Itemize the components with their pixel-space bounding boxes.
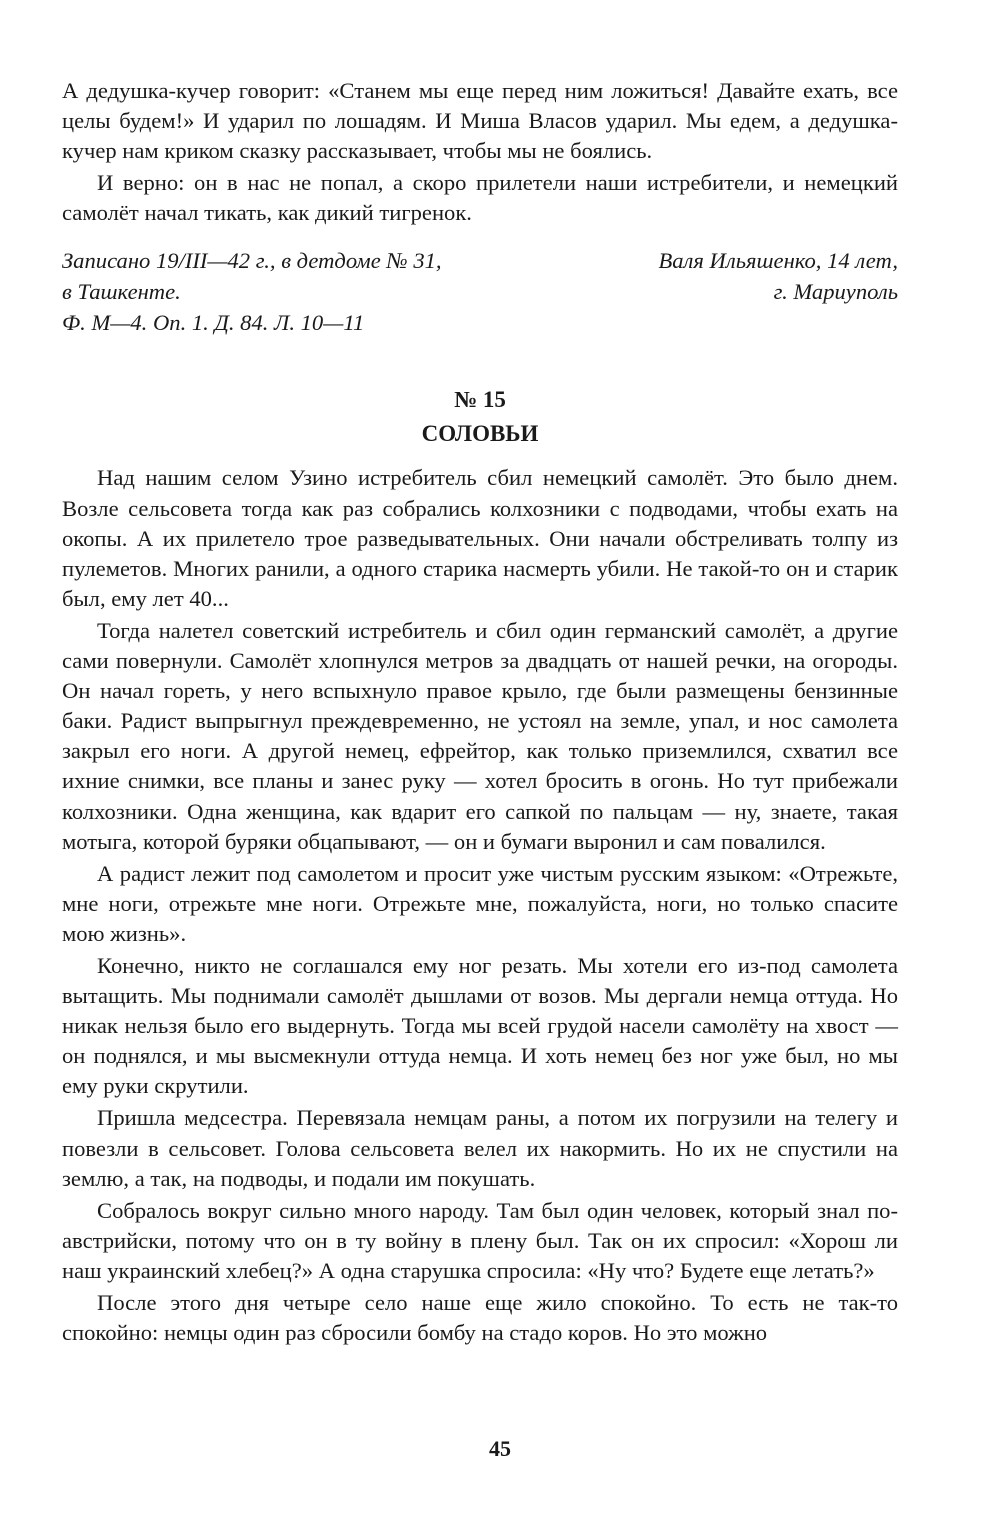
story-body	[62, 463, 898, 1348]
book-page	[62, 76, 898, 1348]
paragraph: И верно: он в нас не попал, а скоро прилетели наши истребители, и немецкий самолёт начал тикать, как дикий тигренок.	[62, 170, 898, 226]
author-line: г. Мариуполь	[773, 279, 898, 305]
document-heading	[62, 383, 898, 451]
paragraph: Над нашим селом Узино истребитель сбил немецкий самолёт. Это было днем. Возле сельсовета тогда как раз собрались колхозники с подводами, чтобы ехать на окопы. А их прилетело трое разведывательных. Они начали обстреливать толпу из пулеметов. Многих ранили, а одного старика насмерть убили. Не такой-то он и старик был, ему лет 40...	[62, 465, 898, 611]
paragraph: Тогда налетел советский истребитель и сбил один германский самолёт, а другие сами повернули. Самолёт хлопнулся метров за двадцать от нашей речки, на огороды. Он начал гореть, у него вспыхнуло правое крыло, где были размещены бензинные баки. Радист выпрыгнул преждевременно, не устоял на земле, упал, и нос самолета закрыл его ноги. А другой немец, ефрейтор, как только приземлился, схватил все ихние снимки, все планы и занес руку — хотел бросить в огонь. Но тут прибежали колхозники. Одна женщина, как вдарит его сапкой по пальцам — ну, знаете, такая мотыга, которой буряки обцапывают, — он и бумаги выронил и сам повалился.	[62, 617, 898, 854]
paragraph: Конечно, никто не соглашался ему ног резать. Мы хотели его из-под самолета вытащить. Мы поднимали самолёт дышлами от возов. Мы дергали немца оттуда. Но никак нельзя было его выдернуть. Тогда мы всей грудой насели самолёту на хвост — он поднялся, и мы высмекнули оттуда немца. И хоть немец без ног уже был, но мы ему руки скрутили.	[62, 952, 898, 1099]
record-line: в Ташкенте.	[62, 279, 181, 305]
paragraph: А радист лежит под самолетом и просит уже чистым русским языком: «Отрежьте, мне ноги, отрежьте мне ноги. Отрежьте мне, пожалуйста, ноги, но только спасите мою жизнь».	[62, 860, 898, 946]
document-number: № 15	[454, 387, 506, 413]
paragraph: А дедушка-кучер говорит: «Станем мы еще перед ним ложиться! Давайте ехать, все целы будем!» И ударил по лошадям. И Миша Власов ударил. Мы едем, а дедушка-кучер нам криком сказку рассказывает, чтобы мы не боялись.	[62, 78, 898, 164]
source-attribution	[62, 245, 898, 345]
document-title: СОЛОВЬИ	[421, 421, 539, 447]
paragraph: Пришла медсестра. Перевязала немцам раны, а потом их погрузили на телегу и повезли в сельсовет. Голова сельсовета велел их накормить. Но их не спустили на землю, а так, на подводы, и подали им покушать.	[62, 1105, 898, 1191]
paragraph: После этого дня четыре село наше еще жило спокойно. То есть не так-то спокойно: немцы один раз сбросили бомбу на стадо коров. Но это можно	[62, 1290, 898, 1346]
page-number: 45	[489, 1436, 511, 1461]
author-signature	[578, 245, 898, 307]
archive-record	[62, 245, 582, 338]
paragraph: Собралось вокруг сильно много народу. Там был один человек, который знал по-австрийски, потому что он в ту войну в плену был. Так он их спросил: «Хорош ли наш украинский хлебец?» А одна старушка спросила: «Ну что? Будете еще летать?»	[62, 1197, 898, 1283]
author-line: Валя Ильяшенко, 14 лет,	[658, 248, 898, 274]
record-line: Ф. М—4. Оп. 1. Д. 84. Л. 10—11	[62, 310, 365, 336]
story-ending	[62, 76, 898, 228]
record-line: Записано 19/III—42 г., в детдоме № 31,	[62, 248, 442, 274]
